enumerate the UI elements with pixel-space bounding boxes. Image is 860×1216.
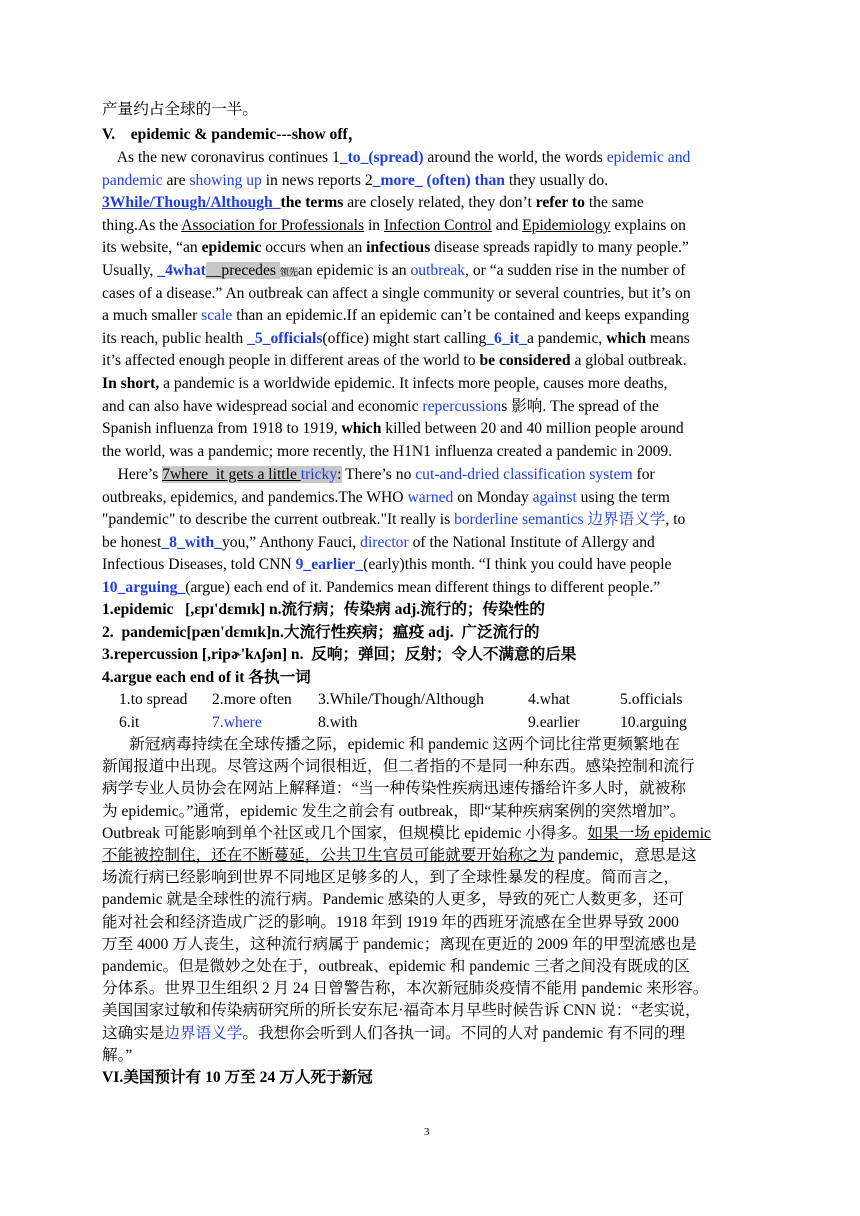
text-run: the terms <box>280 194 344 212</box>
text-run: than an epidemic.If an epidemic can’t be contained and keeps expanding <box>232 307 690 325</box>
answer-item: 7.where <box>212 714 262 731</box>
answer-item: 9.earlier <box>528 714 580 731</box>
translation-line <box>102 778 760 801</box>
text-run: _5_officials <box>247 329 323 347</box>
text-run: against <box>532 488 577 506</box>
text-run: thing.As the <box>102 216 182 234</box>
text-run: 10_arguing_ <box>102 579 186 596</box>
text-run: and can also have widespread social and economic <box>102 397 423 415</box>
text-run: disease spreads rapidly to many people.” <box>430 239 689 257</box>
text-run: pandemic <box>102 171 163 189</box>
text-run: for <box>632 466 655 483</box>
answer-item: 8.with <box>318 714 358 731</box>
text-run: be honest <box>102 533 162 551</box>
translation-line <box>102 912 760 935</box>
paragraph-2-line <box>102 577 760 600</box>
paragraph-1-line <box>102 396 760 419</box>
translation-line <box>102 756 760 779</box>
text-run: explains on <box>610 216 686 234</box>
text-run: using the term <box>576 488 670 506</box>
text-run: Infectious Diseases, told CNN <box>102 556 296 574</box>
answer-item: 6.it <box>119 714 140 731</box>
text-run: (argue) each end of it. Pandemics mean different things to different people.” <box>185 579 661 596</box>
text-run: (office) might start calling <box>322 329 487 347</box>
text-run: are closely related, they don’t <box>343 194 536 212</box>
paragraph-1-line <box>102 441 760 464</box>
text-run: a pandemic, <box>526 329 607 347</box>
vocab-item: 2. pandemic[pæn'dɛmɪk]n.大流行性疾病；瘟疫 adj. 广泛流行的 <box>102 623 540 641</box>
paragraph-1-line <box>102 147 760 170</box>
vocab-item: 1.epidemic [,ɛpɪ'dɛmɪk] n.流行病；传染病 adj.流行的；传染性的 <box>102 601 545 618</box>
text-run: _8_with_ <box>161 533 222 551</box>
text-run: and <box>491 216 523 234</box>
text-run: pandemic 就是全球性的流行病。Pandemic 感染的人更多，导致的死亡人数更多，还可 <box>102 891 685 909</box>
paragraph-1-line <box>102 418 760 441</box>
text-run: (early)this month. “I think you could have people <box>363 556 672 574</box>
text-run: Epidemiology <box>522 216 611 234</box>
text-run: the world, was a pandemic; more recently, the H1N1 influenza created a pandemic in 2009. <box>102 442 673 460</box>
text-run: in <box>364 216 384 234</box>
translation-line <box>102 934 760 957</box>
translation-line <box>102 823 760 846</box>
text-run: borderline semantics 边界语义学 <box>454 511 666 529</box>
text-run: There’s no <box>341 466 416 483</box>
text-run: , to <box>665 511 686 529</box>
text-run: of the National Institute of Allergy and <box>408 533 655 551</box>
text-run: which <box>606 329 647 347</box>
text-run: 领先 <box>279 267 298 277</box>
text-run: infectious <box>366 239 431 257</box>
text-run: 3While/Though/Although_ <box>102 194 281 212</box>
answer-item: 2.more often <box>212 691 292 708</box>
text-run: 分体系。世界卫生组织 2 月 24 日曾警告称，本次新冠肺炎疫情不能用 pandemic 来形容。 <box>102 980 709 998</box>
paragraph-1-line <box>102 350 760 373</box>
text-run: killed between 20 and 40 million people around <box>381 420 684 438</box>
text-run: Outbreak 可能影响到单个社区或几个国家，但规模比 epidemic 小得多。 <box>102 824 588 842</box>
text-run: around the world, the words <box>423 149 607 166</box>
translation-line <box>102 1000 760 1023</box>
text-run: occurs when an <box>261 239 367 257</box>
paragraph-1-line <box>102 283 760 306</box>
translation-line <box>102 978 760 1001</box>
paragraph-2-line <box>102 532 760 555</box>
text-run: tricky <box>300 466 338 483</box>
text-run: 能对社会和经济造成广泛的影响。1918 年到 1919 年的西班牙流感在全世界导致 2000 <box>102 913 679 931</box>
text-run: 为 epidemic。”通常，epidemic 发生之前会有 outbreak，即“某种疾病案例的突然增加”。 <box>102 802 686 820</box>
paragraph-2-line <box>102 487 760 510</box>
text-run: it’s affected enough people in different areas of the world to <box>102 352 480 370</box>
text-run: on Monday <box>453 488 533 506</box>
text-run: , or “a sudden rise in the number of <box>465 262 686 279</box>
text-run: In short, <box>102 375 160 392</box>
text-run: epidemic <box>201 239 262 257</box>
text-run: be considered <box>479 352 571 370</box>
text-run: 9_earlier_ <box>295 556 364 574</box>
text-run: a pandemic is a worldwide epidemic. It infects more people, causes more deaths, <box>159 375 668 392</box>
paragraph-2-line <box>102 464 760 487</box>
text-run: 万至 4000 万人丧生，这种流行病属于 pandemic；离现在更近的 2009 年的甲型流感也是 <box>102 935 697 953</box>
text-run: Infection Control <box>384 216 492 234</box>
text-run: 美国国家过敏和传染病研究所的所长安东尼·福奇本月早些时候告诉 CNN 说：“老实说， <box>102 1002 701 1020</box>
text-run: pandemic，意思是这 <box>554 847 697 864</box>
paragraph-1-line <box>102 260 760 284</box>
text-run: scale <box>201 307 233 325</box>
page-number: 3 <box>424 1126 430 1138</box>
text-run: showing up <box>189 171 262 189</box>
translation-line <box>102 956 760 979</box>
text-run: you,” Anthony Fauci, <box>222 533 361 551</box>
paragraph-1-line <box>102 305 760 328</box>
translation-line <box>102 1023 760 1046</box>
text-run: 。我想你会听到人们各执一词。不同的人对 pandemic 有不同的理 <box>242 1024 686 1042</box>
section-6-heading: VI.美国预计有 10 万至 24 万人死于新冠 <box>102 1069 373 1086</box>
paragraph-1-line <box>102 237 760 260</box>
text-run: a much smaller <box>102 307 202 325</box>
answer-item: 3.While/Though/Although <box>318 691 484 708</box>
vocab-item: 3.repercussion [,ripɚ'kʌʃən] n. 反响；弹回；反射；令人不满意的后果 <box>102 646 577 664</box>
paragraph-1-line <box>102 215 760 238</box>
text-run: they usually do. <box>504 171 609 189</box>
text-run: 病学专业人员协会在网站上解释道：“当一种传染性疾病迅速传播给许多人时，就被称 <box>102 780 686 798</box>
text-run: Usually, <box>102 262 158 279</box>
text-run: 解。” <box>102 1046 133 1064</box>
translation-line <box>102 889 760 912</box>
text-run: 不能被控制住，还在不断蔓延，公共卫生官员可能就要开始称之为 <box>102 847 555 864</box>
answer-item: 4.what <box>528 691 571 708</box>
translation-line <box>102 801 760 824</box>
text-run: repercussion <box>422 397 502 415</box>
text-run: which <box>341 420 382 438</box>
vocab-item: 4.argue each end of it 各执一词 <box>102 668 311 686</box>
text-run: warned <box>407 488 454 506</box>
text-run: _4what <box>157 262 206 279</box>
text-run: 场流行病已经影响到世界不同地区足够多的人，到了全球性暴发的程度。简而言之， <box>102 869 679 887</box>
text-run: outbreaks, epidemics, and pandemics.The WHO <box>102 488 408 506</box>
text-run: are <box>162 171 190 189</box>
text-run: pandemic。但是微妙之处在于，outbreak、epidemic 和 pandemic 三者之间没有既成的区 <box>102 958 690 975</box>
text-run: in news reports 2 <box>261 171 373 189</box>
text-run: 如果一场 epidemic <box>587 824 711 842</box>
text-run: refer to <box>535 194 585 212</box>
text-run: : <box>337 466 342 483</box>
text-run: 这确实是 <box>102 1024 165 1042</box>
translation-line <box>102 1045 760 1068</box>
text-run: 7where_it gets a little <box>162 466 301 483</box>
text-run: __precedes <box>205 262 280 279</box>
text-run: its website, “an <box>102 239 202 257</box>
text-run: its reach, public health <box>102 329 248 347</box>
text-run: cases of a disease.” An outbreak can affect a single community or several countries, but it’s on <box>102 284 691 302</box>
text-run: Spanish influenza from 1918 to 1919, <box>102 420 342 438</box>
paragraph-2-line <box>102 509 760 532</box>
text-run: cut-and-dried classification system <box>415 466 633 483</box>
text-run: means <box>646 329 690 347</box>
answer-item: 10.arguing <box>620 714 687 731</box>
translation-line <box>102 734 760 757</box>
text-run: _to_(spread) <box>339 149 424 166</box>
answer-item: 1.to spread <box>119 691 188 708</box>
translation-line <box>102 845 760 868</box>
text-run: 新闻报道中出现。尽管这两个词很相近，但二者指的不是同一种东西。感染控制和流行 <box>102 758 695 776</box>
text-run: Association for Professionals <box>181 216 365 234</box>
paragraph-1-line <box>102 373 760 396</box>
paragraph-1-line <box>102 170 760 193</box>
text-run: director <box>360 533 409 551</box>
text-run: As the new coronavirus continues 1 <box>102 149 340 166</box>
text-run: the same <box>584 194 644 212</box>
text-run: 边界语义学 <box>164 1024 243 1042</box>
text-run: _more_ (often) than <box>372 171 505 189</box>
text-run: Here’s <box>102 466 163 483</box>
text-run: epidemic and <box>606 149 691 166</box>
translation-line <box>102 867 760 890</box>
paragraph-1-line <box>102 192 760 215</box>
answer-item: 5.officials <box>620 691 683 708</box>
paragraph-1-line <box>102 328 760 351</box>
text-run: _6_it_ <box>486 329 527 347</box>
text-run: an epidemic is an <box>297 262 411 279</box>
text-run: "pandemic" to describe the current outbreak."It really is <box>102 511 455 529</box>
text-run: s 影响. The spread of the <box>501 397 659 415</box>
paragraph-2-line <box>102 554 760 577</box>
text-run: 新冠病毒持续在全球传播之际，epidemic 和 pandemic 这两个词比往常更频繁地在 <box>102 736 680 753</box>
carryover-line: 产量约占全球的一半。 <box>102 101 258 118</box>
text-run: a global outbreak. <box>570 352 687 370</box>
text-run: outbreak <box>410 262 466 279</box>
section-5-heading: V. epidemic & pandemic---show off， <box>102 126 364 143</box>
